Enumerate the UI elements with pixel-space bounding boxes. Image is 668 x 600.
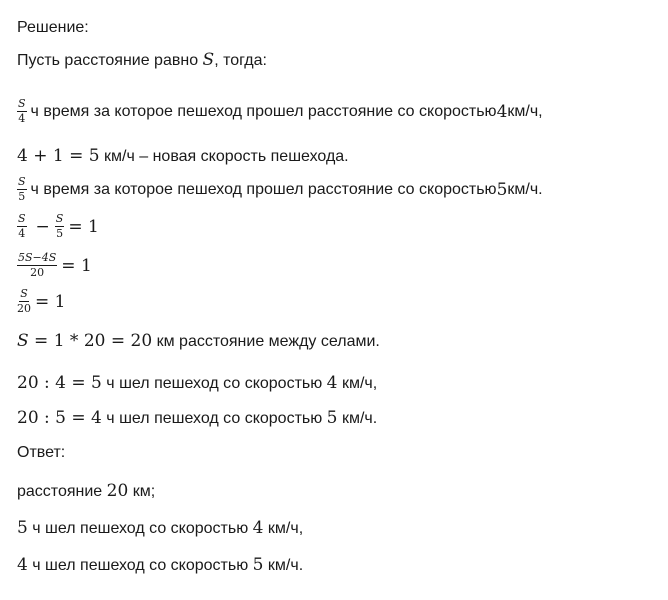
unit: км/ч.	[507, 180, 543, 198]
text: Пусть расстояние равно	[17, 52, 203, 69]
math: 4 + 1 = 5	[17, 146, 100, 166]
time-speed-4-result	[17, 373, 377, 394]
time-at-speed-5-line	[17, 176, 543, 203]
time-speed-5-result	[17, 408, 377, 429]
math: 20 : 4 = 5	[17, 373, 102, 393]
equation-3	[17, 288, 65, 315]
fraction-s-over-20	[17, 288, 31, 315]
speed: 5	[252, 555, 264, 575]
rhs: = 1	[35, 291, 66, 312]
text: км;	[128, 483, 156, 500]
heading-answer: Ответ:	[17, 444, 66, 461]
numerator: S	[18, 212, 26, 225]
text: , тогда:	[214, 52, 267, 69]
math: 20 : 5 = 4	[17, 408, 102, 428]
distance-result-line	[17, 331, 380, 352]
rhs: = 1	[68, 216, 99, 237]
equation-1	[17, 213, 99, 240]
numerator: S	[20, 287, 28, 300]
unit: км/ч,	[337, 375, 378, 392]
let-distance-line	[17, 50, 267, 71]
minus-sign: −	[35, 216, 50, 237]
fraction-s-over-5	[17, 176, 27, 203]
speed: 4	[326, 373, 338, 393]
text: ч шел пешеход со скоростью	[27, 520, 253, 537]
math: 5	[17, 518, 28, 538]
unit: км/ч,	[263, 520, 304, 537]
speed: 4	[496, 101, 508, 122]
denominator: 20	[30, 266, 45, 279]
heading-solution: Решение:	[17, 19, 89, 36]
math: 20	[106, 481, 129, 501]
numerator: S	[55, 212, 64, 225]
text: ч шел пешеход со скоростью	[101, 375, 327, 392]
rhs: = 1	[61, 255, 92, 276]
denominator: 4	[18, 227, 26, 240]
new-speed-line	[17, 146, 349, 167]
fraction-s-over-5	[55, 213, 65, 240]
time-at-speed-4-line	[17, 98, 543, 125]
numerator: S	[18, 175, 26, 188]
text: ч время за которое пешеход прошел расстояние со скоростью	[30, 180, 497, 198]
denominator: 4	[18, 112, 26, 125]
unit: км/ч.	[263, 557, 304, 574]
denominator: 5	[56, 227, 64, 240]
fraction-s-over-4	[17, 98, 27, 125]
answer-distance	[17, 481, 155, 502]
speed: 5	[496, 179, 508, 200]
unit: км/ч.	[337, 410, 378, 427]
speed: 4	[252, 518, 264, 538]
text: ч время за которое пешеход прошел расстояние со скоростью	[30, 102, 497, 120]
math: 4	[17, 555, 28, 575]
var-s: S	[17, 331, 29, 351]
text: расстояние	[17, 483, 107, 500]
numerator: 5S−4S	[18, 251, 57, 264]
text: км/ч – новая скорость пешехода.	[99, 148, 349, 165]
var-s: S	[202, 50, 215, 70]
denominator: 20	[17, 302, 31, 315]
text: ч шел пешеход со скоростью	[101, 410, 327, 427]
math: = 1 * 20 = 20	[28, 331, 153, 351]
unit: км/ч,	[507, 102, 543, 120]
answer-time-4	[17, 518, 303, 539]
numerator: S	[18, 97, 26, 110]
answer-time-5	[17, 555, 303, 576]
equation-2	[17, 252, 92, 279]
fraction-combined	[17, 252, 57, 279]
denominator: 5	[18, 190, 26, 203]
text: км расстояние между селами.	[152, 333, 380, 350]
fraction-s-over-4	[17, 213, 27, 240]
text: ч шел пешеход со скоростью	[27, 557, 253, 574]
speed: 5	[326, 408, 338, 428]
